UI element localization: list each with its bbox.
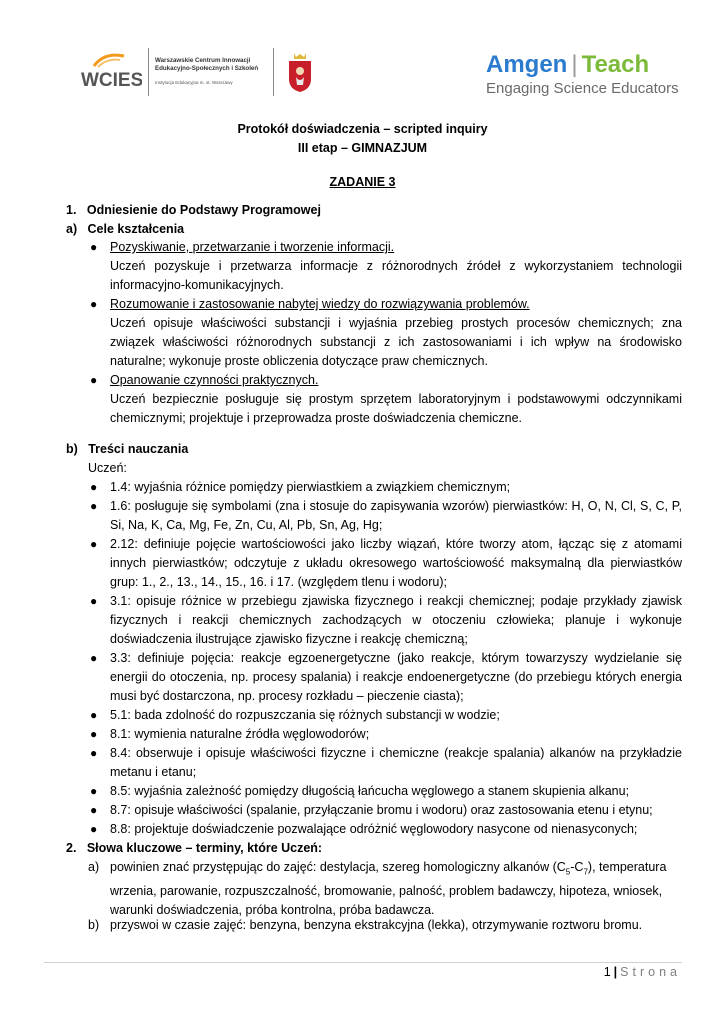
footer-separator: | (613, 965, 618, 979)
wcies-logo-text: WCIES (81, 70, 142, 91)
wcies-institution-name (155, 57, 267, 87)
bullet-icon: ● (90, 537, 98, 551)
section1-heading: 1. Odniesienie do Podstawy Programowej (66, 203, 321, 217)
goal-1-text: Uczeń pozyskuje i przetwarza informacje z różnorodnych źródeł z wykorzystaniem technologii informacyjno-komunikacyjnych. (110, 259, 682, 292)
goal-2-title: Rozumowanie i zastosowanie nabytej wiedzy do rozwiązywania problemów. (110, 297, 530, 311)
bullet-icon: ● (90, 803, 98, 817)
bullet-icon: ● (90, 499, 98, 513)
student-label: Uczeń: (88, 461, 127, 475)
content-item: 8.8: projektuje doświadczenie pozwalające odróżnić węglowodory nasycone od nienasyconych; (110, 822, 638, 836)
section1-sub-b: b) Treści nauczania (66, 442, 189, 456)
subscript-7: 7 (583, 867, 588, 877)
content-item: 8.7: opisuje właściwości (spalanie, przyłączanie bromu i wodoru) oraz zastosowania etenu i etynu; (110, 803, 653, 817)
bullet-icon: ● (90, 727, 98, 741)
content-item: 5.1: bada zdolność do rozpuszczania się różnych substancji w wodzie; (110, 708, 500, 722)
content-item: 3.1: opisuje różnice w przebiegu zjawiska fizycznego i reakcji chemicznej; podaje przykłady zjawisk fizycznych i reakcji chemicznych zachodzących w otoczeniu człowieka; planuje i wykonuje doświadczenia ilustrujące zjawisko fizyczne i reakcję chemiczną; (110, 594, 682, 646)
document-title: Protokół doświadczenia – scripted inquiry (237, 122, 488, 136)
wcies-logo (80, 50, 142, 94)
warsaw-crest-icon (286, 51, 314, 93)
bullet-icon: ● (90, 784, 98, 798)
amgen-teach: Teach (581, 51, 650, 78)
content-item: 3.3: definiuje pojęcia: reakcje egzoenergetyczne (jako reakcje, którym towarzyszy wydzielanie się energii do otoczenia, np. procesy spalania) i reakcje endoenergetyczne (do przebiegu których energia musi być dostarczona, np. procesy rozkładu – pieczenie ciasta); (110, 651, 682, 703)
goal-3-title: Opanowanie czynności praktycznych. (110, 373, 319, 387)
bullet-icon: ● (90, 822, 98, 836)
section2-item-a-post: ), temperatura wrzenia, parowanie, rozpuszczalność, bromowanie, palność, problem badawczy, hipoteza, wniosek, warunki doświadczenia, próba kontrolna, próba badawcza. (110, 860, 667, 917)
section2-marker-a: a) (88, 860, 100, 874)
bullet-icon: ● (90, 240, 98, 254)
bullet-icon: ● (90, 373, 98, 387)
section2-heading: 2. Słowa kluczowe – terminy, które Uczeń: (66, 841, 323, 855)
wcies-swoosh-icon (80, 50, 142, 94)
amgen-brand: Amgen (486, 51, 568, 78)
section2-item-a-mid: -C (570, 860, 584, 874)
amgen-teach-logo (486, 52, 679, 97)
bullet-icon: ● (90, 480, 98, 494)
document-stage: III etap – GIMNAZJUM (297, 141, 428, 155)
amgen-teach-wordmark: Amgen | Teach (486, 51, 650, 78)
goal-1-title: Pozyskiwanie, przetwarzanie i tworzenie informacji. (110, 240, 395, 254)
content-item: 1.4: wyjaśnia różnice pomiędzy pierwiastkiem a związkiem chemicznym; (110, 480, 511, 494)
bullet-icon: ● (90, 746, 98, 760)
wcies-subtitle: Instytucja Edukacyjna m. st. Warszawy (155, 80, 233, 85)
wcies-name-line2: Edukacyjno-Społecznych i Szkoleń (155, 65, 259, 72)
footer-divider (44, 962, 682, 963)
bullet-icon: ● (90, 708, 98, 722)
task-heading: ZADANIE 3 (329, 175, 396, 189)
page-footer (604, 965, 681, 979)
amgen-tagline: Engaging Science Educators (486, 80, 679, 97)
content-item: 2.12: definiuje pojęcie wartościowości jako liczby wiązań, które tworzy atom, łącząc się z atomami innych pierwiastków; odczytuje z układu okresowego wartościowość maksymalną dla pierwiastków grup: 1., 2., 13., 14., 15., 16. i 17. (względem tlenu i wodoru); (110, 537, 682, 589)
goal-3-text: Uczeń bezpiecznie posługuje się prostym sprzętem laboratoryjnym i podstawowymi odczynnikami chemicznymi; projektuje i przeprowadza proste doświadczenia chemiczne. (110, 392, 682, 425)
page-label: Strona (620, 965, 681, 979)
content-item: 1.6: posługuje się symbolami (zna i stosuje do zapisywania wzorów) pierwiastków: H, O, N, Cl, S, C, P, Si, Na, K, Ca, Mg, Fe, Zn, Cu, Al, Pb, Sn, Ag, Hg; (110, 499, 682, 532)
section2-item-b: przyswoi w czasie zajęć: benzyna, benzyna ekstrakcyjna (lekka), otrzymywanie roztworu bromu. (110, 918, 643, 932)
section2-marker-b: b) (88, 918, 100, 932)
content-item: 8.5: wyjaśnia zależność pomiędzy długością łańcucha węglowego a stanem skupienia alkanu; (110, 784, 630, 798)
bullet-icon: ● (90, 297, 98, 311)
subscript-5: 5 (565, 867, 571, 877)
section2-item-a (110, 858, 670, 920)
wcies-name-line1: Warszawskie Centrum Innowacji (155, 57, 251, 64)
goal-2-text: Uczeń opisuje właściwości substancji i wyjaśnia przebieg prostych procesów chemicznych; zna związek właściwości różnorodnych substancji z ich zastosowaniami i ich wpływ na środowisko naturalne; wykonuje proste obliczenia dotyczące praw chemicznych. (110, 316, 682, 368)
bullet-icon: ● (90, 594, 98, 608)
content-item: 8.1: wymienia naturalne źródła węglowodorów; (110, 727, 370, 741)
wcies-header-logo (80, 46, 314, 98)
section1-sub-a: a) Cele kształcenia (66, 222, 185, 236)
bullet-icon: ● (90, 651, 98, 665)
page-number: 1 (603, 965, 611, 979)
content-item: 8.4: obserwuje i opisuje właściwości fizyczne i chemiczne (reakcje spalania) alkanów na przykładzie metanu i etanu; (110, 746, 682, 779)
section2-item-a-pre: powinien znać przystępując do zajęć: destylacja, szereg homologiczny alkanów (C (110, 860, 566, 874)
